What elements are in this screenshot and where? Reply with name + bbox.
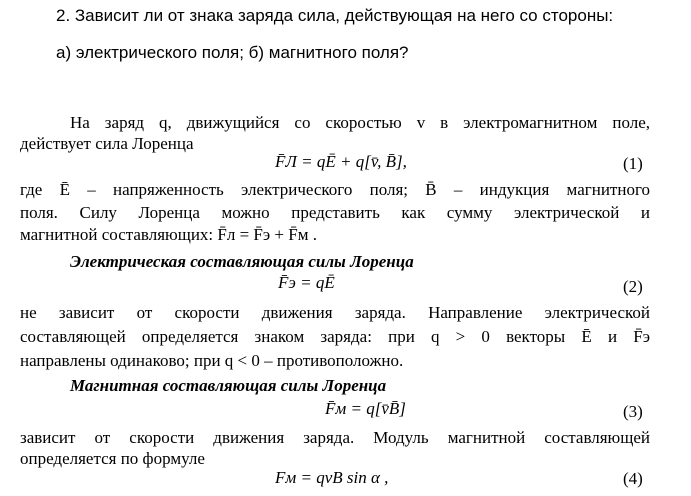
paragraph-2-line-3: магнитной составляющих: F̄л = F̄э + F̄м . — [20, 225, 317, 244]
question-line-2: а) электрического поля; б) магнитного поля? — [56, 43, 409, 62]
equation-1: F̄Л = qĒ + q[v̄, B̄], — [275, 152, 407, 171]
paragraph-3-line-1: не зависит от скорости движения заряда. Направление электрической — [20, 303, 650, 322]
equation-3-number: (3) — [623, 402, 643, 421]
equation-4: Fм = qvB sin α , — [275, 468, 389, 487]
equation-3: F̄м = q[v̄B̄] — [325, 399, 406, 418]
paragraph-1-line-1: На заряд q, движущийся со скоростью v в электромагнитном поле, — [70, 113, 650, 132]
paragraph-4-line-1: зависит от скорости движения заряда. Модуль магнитной составляющей — [20, 428, 650, 447]
heading-electric-component: Электрическая составляющая силы Лоренца — [70, 252, 414, 271]
paragraph-3-line-2: составляющей определяется знаком заряда: при q > 0 векторы Ē и F̄э — [20, 327, 650, 346]
paragraph-3-line-3: направлены одинаково; при q < 0 – противоположно. — [20, 351, 404, 370]
heading-magnetic-component: Магнитная составляющая силы Лоренца — [70, 376, 387, 395]
paragraph-4-line-2: определяется по формуле — [20, 449, 205, 468]
question-line-1: 2. Зависит ли от знака заряда сила, действующая на него со стороны: — [56, 6, 614, 25]
equation-1-number: (1) — [623, 154, 643, 173]
equation-2: F̄э = qĒ — [278, 273, 335, 292]
paragraph-1-line-2: действует сила Лоренца — [20, 134, 194, 153]
equation-4-number: (4) — [623, 469, 643, 488]
paragraph-2-line-1: где Ē – напряженность электрического поля; B̄ – индукция магнитного — [20, 180, 650, 199]
equation-2-number: (2) — [623, 277, 643, 296]
paragraph-2-line-2: поля. Силу Лоренца можно представить как сумму электрической и — [20, 203, 650, 222]
